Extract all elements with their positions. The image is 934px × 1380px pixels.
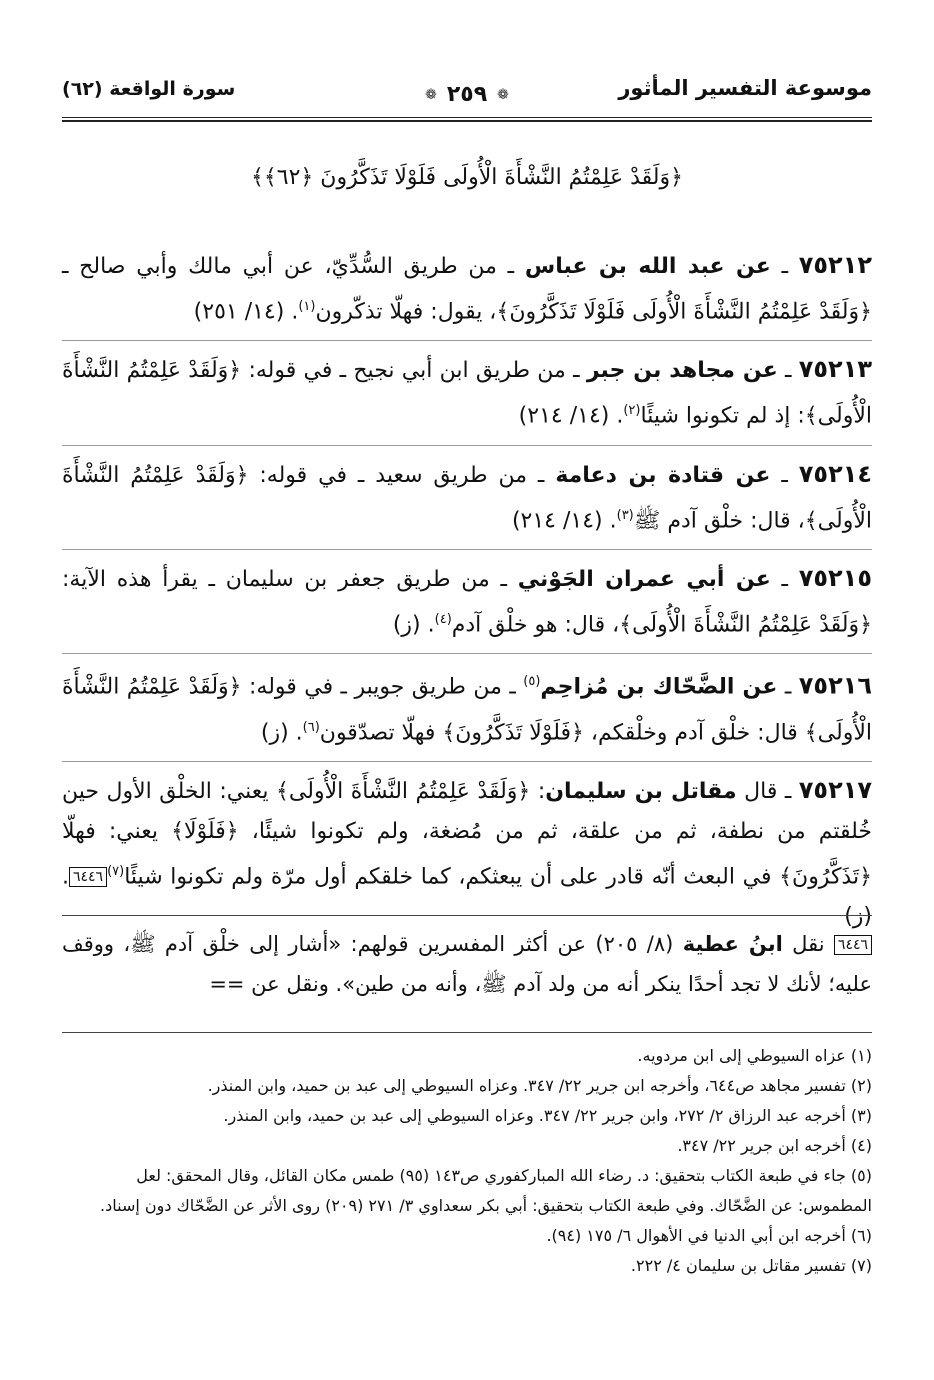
entry-text: ـ من طريق السُّدِّيّ، عن أبي مالك وأبي صالح ـ (62, 254, 525, 279)
header-rule (62, 117, 872, 118)
footnote-ref[interactable]: (١) (298, 299, 316, 314)
quran-quote: ﴿تَذَكَّرُونَ﴾ (779, 864, 872, 890)
narrator: عن أبي عمران الجَوْني (517, 566, 771, 592)
entry: ٧٥٢١٥ ـ عن أبي عمران الجَوْني ـ من طريق جعفر بن سليمان ـ يقرأ هذه الآية: ﴿وَلَقَدْ عَلِمْتُمُ النَّشْأَةَ الْأُولَى﴾، قال: هو خلْق آدم$^{(٤)}$. (ز) (62, 549, 872, 653)
entry-number: ٧٥٢١٤ (798, 459, 873, 488)
entry-text: يعني: الخلْق الأول حين خُلقتم من نطفة، ثم من علقة، ثم من مُضغة، ولم تكونوا شيئًا، (62, 778, 872, 844)
entry-text: ـ من طريق ابن أبي نجيح ـ في قوله: (241, 358, 587, 384)
source-ref: . (ز) (392, 612, 435, 638)
commentary-ref[interactable]: ٦٤٤٦ (69, 867, 107, 887)
ornament-icon: ❁ (497, 86, 509, 103)
entry-number: ٧٥٢١٢ (798, 251, 872, 279)
quran-quote: ﴿فَلَوْلَا تَذَكَّرُونَ﴾ (442, 719, 584, 745)
narrator: عن عبد الله بن عباس (524, 254, 771, 279)
quran-quote: ﴿فَلَوْلَا﴾ (171, 818, 239, 844)
entry-text: فهلّا تصدّقون (319, 719, 443, 745)
quran-quote: ﴿وَلَقَدْ عَلِمْتُمُ النَّشْأَةَ الْأُولَى﴾ (62, 674, 872, 745)
entry-text: ـ من طريق سعيد ـ في قوله: (248, 462, 556, 488)
entry-text: : (530, 778, 546, 804)
main-text (62, 245, 872, 945)
footnote-ref[interactable]: (٥) (523, 674, 541, 690)
source-ref: . (١٤/ ٢٥١) (193, 299, 299, 325)
entry-text: في البعث أنّه قادر على أن يبعثكم، كما خلقكم أول مرّة ولم تكونوا شيئًا (124, 864, 780, 890)
footnote: (٤) أخرجه ابن جرير ٢٢/ ٣٤٧. (677, 1136, 872, 1155)
commentary-text: نقل (782, 932, 834, 956)
entry-number: ٧٥٢١٥ (798, 563, 872, 592)
footnote: (٢) تفسير مجاهد ص٦٤٤، وأخرجه ابن جرير ٢٢/ ٣٤٧. وعزاه السيوطي إلى عبد بن حميد، وابن المنذر. (207, 1076, 872, 1095)
source-ref: . (ز) (62, 864, 872, 930)
commentary-text: (٨/ ٢٠٥) عن أكثر المفسرين قولهم: «أشار إلى خلْق آدم ﷺ، ووقف عليه؛ لأنك لا تجد أحدًا ينكر أنه من ولد آدم ﷺ، وأنه من طين». ونقل عن == (62, 932, 872, 996)
source-ref: . (١٤/ ٢١٤) (518, 403, 624, 429)
ornament-icon: ❁ (425, 86, 437, 103)
footnote: (٥) جاء في طبعة الكتاب بتحقيق: د. رضاء الله المباركفوري ص١٤٣ (٩٥) طمس مكان القائل، وقال المحقق: لعل المطموس: عن الضَّحّاك. وفي طبعة الكتاب بتحقيق: أبي بكر سعداوي ٣/ ٢٧١ (٢٠٩) روى الأثر عن الضَّحّاك دون إسناد. (100, 1166, 872, 1215)
entry-text: قال: خلْق آدم وخلْقكم، (583, 719, 805, 745)
source-ref: . (١٤/ ٢١٤) (511, 507, 617, 533)
entry-text: ، قال: خلْق آدم ﷺ (633, 507, 805, 533)
entry-text: ـ من طريق جعفر بن سليمان ـ يقرأ هذه الآية: (62, 566, 518, 592)
quran-quote: ﴿وَلَقَدْ عَلِمْتُمُ النَّشْأَةَ الْأُولَى﴾ (276, 778, 531, 804)
page-number: ٢٥٩ (446, 82, 488, 107)
verse-heading: ﴿وَلَقَدْ عَلِمْتُمُ النَّشْأَةَ الْأُولَى فَلَوْلَا تَذَكَّرُونَ ﴿٦٢﴾﴾ (251, 165, 683, 190)
footnote-ref[interactable]: (٤) (434, 611, 452, 627)
narrator: مقاتل بن سليمان (545, 778, 737, 804)
commentary (62, 915, 872, 1004)
commentary-author: ابنُ عطية (682, 932, 783, 956)
footnote: (١) عزاه السيوطي إلى ابن مردويه. (637, 1046, 872, 1065)
entry-number: ٧٥٢١٦ (798, 671, 873, 700)
entry-text: : إذ لم تكونوا شيئًا (640, 403, 805, 429)
entry: ٧٥٢١٦ ـ عن الضَّحّاك بن مُزاحِم$^{(٥)}$ ـ من طريق جويبر ـ في قوله: ﴿وَلَقَدْ عَلِمْتُمُ النَّشْأَةَ الْأُولَى﴾ قال: خلْق آدم وخلْقكم، ﴿فَلَوْلَا تَذَكَّرُونَ﴾ فهلّا تصدّقون$^{(٦)}$. (ز) (62, 653, 872, 761)
surah-title: سورة الواقعة (٦٢) (62, 78, 236, 100)
page-header (62, 62, 872, 122)
entry-number: ٧٥٢١٣ (798, 355, 872, 384)
narrator: عن مجاهد بن جبر (586, 358, 778, 384)
footnote-ref[interactable]: (٢) (623, 403, 641, 419)
footnote-ref[interactable]: (٣) (616, 507, 634, 523)
quran-quote: ﴿وَلَقَدْ عَلِمْتُمُ النَّشْأَةَ الْأُولَى﴾ (619, 612, 872, 638)
entry: ٧٥٢١٣ ـ عن مجاهد بن جبر ـ من طريق ابن أبي نجيح ـ في قوله: ﴿وَلَقَدْ عَلِمْتُمُ النَّشْأَةَ الْأُولَى﴾: إذ لم تكونوا شيئًا$^{(٢)}$. (١٤/ ٢١٤) (62, 340, 872, 444)
entry-text: ، قال: هو خلْق آدم (451, 612, 620, 638)
footnotes (62, 1032, 872, 1281)
quran-quote: ﴿وَلَقَدْ عَلِمْتُمُ النَّشْأَةَ الْأُولَى فَلَوْلَا تَذَكَّرُونَ﴾ (496, 299, 872, 325)
header-rule-thick (62, 120, 872, 122)
quran-quote: ﴿وَلَقَدْ عَلِمْتُمُ النَّشْأَةَ الْأُولَى﴾ (62, 462, 872, 533)
entry-text: يعني: فهلّا (62, 818, 172, 844)
commentary-ref: ٦٤٤٦ (834, 935, 872, 955)
source-ref: . (ز) (260, 719, 303, 745)
page-number-block (425, 82, 509, 107)
narrator: عن قتادة بن دعامة (555, 462, 771, 488)
narrator: عن الضَّحّاك بن مُزاحِم (540, 674, 778, 700)
footnote: (٦) أخرجه ابن أبي الدنيا في الأهوال ٦/ ١٧٥ (٩٤). (546, 1226, 872, 1245)
footnote: (٧) تفسير مقاتل بن سليمان ٤/ ٢٢٢. (630, 1256, 872, 1275)
entry: ٧٥٢١٤ ـ عن قتادة بن دعامة ـ من طريق سعيد ـ في قوله: ﴿وَلَقَدْ عَلِمْتُمُ النَّشْأَةَ الْأُولَى﴾، قال: خلْق آدم ﷺ$^{(٣)}$. (١٤/ ٢١٤) (62, 445, 872, 549)
book-title: موسوعة التفسير المأثور (618, 76, 872, 100)
entry: ٧٥٢١٢ ـ عن عبد الله بن عباس ـ من طريق السُّدِّيّ، عن أبي مالك وأبي صالح ـ ﴿وَلَقَدْ عَلِمْتُمُ النَّشْأَةَ الْأُولَى فَلَوْلَا تَذَكَّرُونَ﴾، يقول: فهلّا تذكّرون$^{(١)}$. (١٤/ ٢٥١) (62, 251, 872, 325)
footnote: (٣) أخرجه عبد الرزاق ٢/ ٢٧٢، وابن جرير ٢٢/ ٣٤٧. وعزاه السيوطي إلى عبد بن حميد، وابن المنذر. (223, 1106, 872, 1125)
quran-quote: ﴿وَلَقَدْ عَلِمْتُمُ النَّشْأَةَ الْأُولَى﴾ (62, 358, 872, 429)
entry-text: ـ قال (736, 778, 799, 804)
footnote-ref[interactable]: (٦) (302, 719, 320, 735)
footnote-ref[interactable]: (٧) (107, 863, 125, 879)
entry-text: ، يقول: فهلّا تذكّرون (315, 299, 497, 325)
entry-number: ٧٥٢١٧ (798, 775, 873, 804)
entry-text: ـ من طريق جويبر ـ في قوله: (241, 674, 524, 700)
